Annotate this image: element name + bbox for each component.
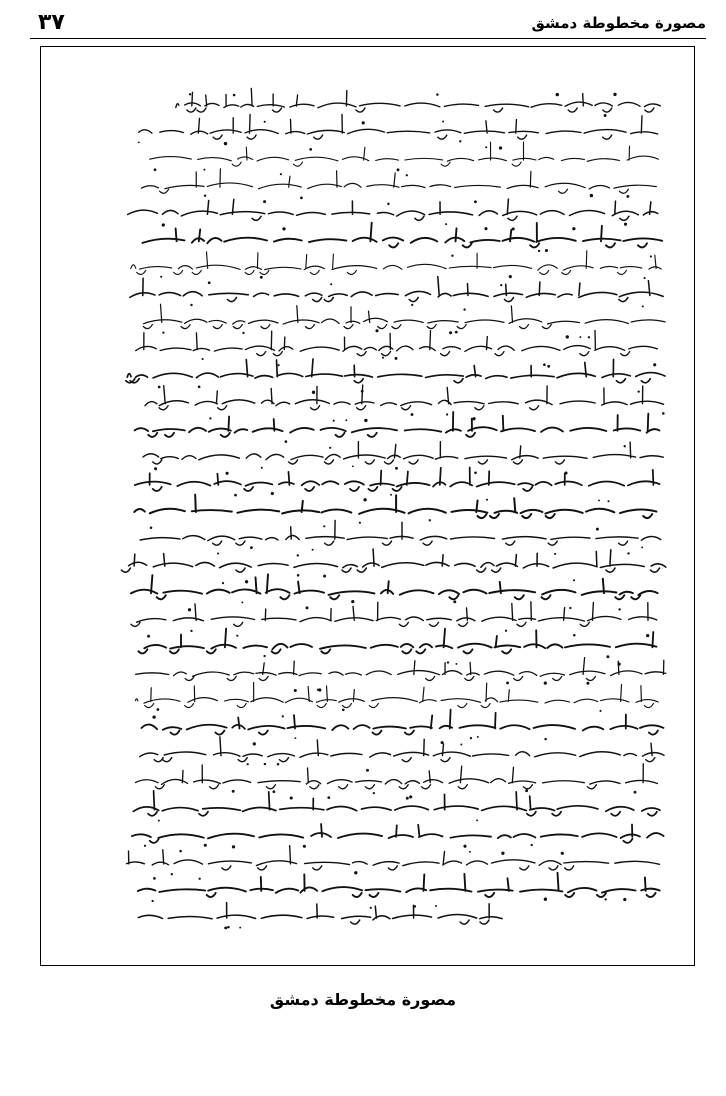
diacritic-dot	[590, 194, 593, 197]
diacritic-dot	[154, 467, 157, 470]
diacritic-dot	[373, 792, 375, 794]
manuscript-handwriting	[41, 47, 693, 964]
handwriting-stroke	[121, 549, 665, 572]
diacritic-dot	[397, 168, 400, 171]
diacritic-dot	[501, 852, 504, 855]
diacritic-dot	[460, 744, 462, 746]
diacritic-dot	[260, 276, 263, 279]
handwriting-stroke	[136, 331, 658, 356]
diacritic-dot	[638, 390, 640, 392]
diacritic-dot	[588, 336, 590, 338]
diacritic-dot	[435, 905, 437, 907]
diacritic-dot	[561, 852, 564, 855]
diacritic-dot	[455, 331, 458, 334]
handwriting-stroke	[140, 737, 664, 762]
diacritic-dot	[477, 736, 479, 738]
diacritic-dot	[605, 898, 607, 900]
handwriting-stroke	[136, 764, 658, 789]
diacritic-dot	[157, 708, 160, 711]
manuscript-line	[150, 142, 659, 171]
diacritic-dot	[190, 304, 192, 306]
diacritic-dot	[309, 148, 312, 151]
diacritic-dot	[449, 331, 452, 334]
diacritic-dot	[459, 140, 461, 142]
diacritic-dot	[618, 608, 620, 610]
diacritic-dot	[646, 634, 649, 637]
diacritic-dot	[198, 385, 201, 388]
diacritic-dot	[236, 635, 238, 637]
diacritic-dot	[294, 737, 296, 739]
diacritic-dot	[544, 898, 547, 901]
diacritic-dot	[312, 549, 314, 551]
diacritic-dot	[586, 682, 589, 685]
diacritic-dot	[333, 420, 335, 422]
handwriting-stroke	[131, 574, 658, 599]
handwriting-stroke	[134, 495, 656, 518]
diacritic-dot	[359, 522, 361, 524]
handwriting-stroke	[136, 658, 666, 681]
diacritic-dot	[345, 419, 347, 421]
manuscript-line	[145, 385, 665, 416]
diacritic-dot	[447, 661, 449, 663]
diacritic-dot	[245, 580, 248, 583]
manuscript-line	[136, 764, 658, 794]
diacritic-dot	[323, 525, 325, 527]
diacritic-dot	[362, 121, 365, 124]
diacritic-dot	[472, 417, 475, 420]
manuscript-line	[138, 114, 658, 145]
diacritic-dot	[531, 844, 533, 846]
manuscript-line	[136, 658, 666, 685]
diacritic-dot	[273, 790, 276, 793]
diacritic-dot	[282, 715, 284, 717]
diacritic-dot	[544, 738, 546, 740]
diacritic-dot	[351, 600, 354, 603]
diacritic-dot	[485, 146, 487, 148]
diacritic-dot	[242, 332, 244, 334]
diacritic-dot	[476, 819, 478, 821]
diacritic-dot	[624, 223, 627, 226]
diacritic-dot	[297, 554, 299, 556]
diacritic-dot	[606, 655, 609, 658]
diacritic-dot	[138, 142, 140, 144]
diacritic-dot	[318, 688, 321, 691]
diacritic-dot	[442, 121, 444, 123]
diacritic-dot	[455, 663, 457, 665]
diacritic-dot	[263, 200, 266, 203]
handwriting-stroke	[132, 824, 664, 843]
diacritic-dot	[294, 689, 297, 692]
handwriting-stroke	[135, 468, 660, 491]
diacritic-dot	[366, 769, 369, 772]
diacritic-dot	[565, 472, 568, 475]
diacritic-dot	[598, 499, 600, 501]
diacritic-dot	[208, 281, 211, 284]
manuscript-line	[138, 873, 660, 902]
page-number: ٣٧	[38, 10, 65, 35]
diacritic-dot	[152, 715, 155, 718]
running-header	[30, 10, 706, 40]
diacritic-dot	[202, 358, 204, 360]
manuscript-line	[134, 495, 656, 524]
diacritic-dot	[641, 546, 643, 548]
diacritic-dot	[158, 820, 160, 822]
diacritic-dot	[644, 277, 646, 279]
diacritic-dot	[241, 601, 243, 603]
manuscript-line	[176, 88, 661, 117]
handwriting-stroke	[138, 629, 656, 654]
handwriting-stroke	[128, 199, 658, 220]
handwriting-stroke	[135, 412, 660, 437]
handwriting-stroke	[150, 142, 659, 166]
diacritic-dot	[623, 898, 626, 901]
diacritic-dot	[162, 223, 165, 226]
diacritic-dot	[209, 417, 211, 419]
diacritic-dot	[634, 791, 637, 794]
diacritic-dot	[204, 844, 207, 847]
diacritic-dot	[151, 900, 153, 902]
diacritic-dot	[395, 357, 398, 360]
diacritic-dot	[226, 472, 229, 475]
manuscript-line	[140, 737, 664, 766]
diacritic-dot	[224, 142, 227, 145]
diacritic-dot	[395, 467, 398, 470]
handwriting-stroke	[138, 873, 660, 897]
diacritic-dot	[613, 93, 616, 96]
manuscript-line	[138, 629, 656, 659]
diacritic-dot	[375, 329, 378, 332]
diacritic-dot	[263, 655, 265, 657]
diacritic-dot	[538, 250, 540, 252]
handwriting-stroke	[143, 442, 663, 464]
handwriting-stroke	[141, 169, 656, 193]
handwriting-stroke	[136, 683, 659, 708]
diacritic-dot	[264, 121, 266, 123]
diacritic-dot	[144, 845, 146, 847]
diacritic-dot	[413, 905, 416, 908]
handwriting-stroke	[143, 223, 663, 248]
manuscript-plate	[40, 46, 695, 966]
diacritic-dot	[171, 873, 173, 875]
diacritic-dot	[599, 710, 601, 712]
diacritic-dot	[545, 249, 548, 252]
manuscript-line	[121, 549, 665, 578]
diacritic-dot	[234, 494, 237, 497]
diacritic-dot	[470, 737, 472, 739]
diacritic-dot	[233, 94, 236, 97]
handwriting-stroke	[145, 385, 664, 410]
diacritic-dot	[484, 227, 487, 230]
diacritic-dot	[203, 169, 205, 171]
handwriting-stroke	[131, 251, 661, 275]
diacritic-dot	[327, 796, 330, 799]
diacritic-dot	[469, 851, 471, 853]
diacritic-dot	[411, 304, 413, 306]
diacritic-dot	[543, 363, 546, 366]
diacritic-dot	[179, 850, 182, 853]
diacritic-dot	[436, 93, 438, 95]
diacritic-dot	[445, 223, 447, 225]
diacritic-dot	[604, 114, 607, 117]
handwriting-stroke	[127, 846, 660, 870]
diacritic-dot	[280, 173, 282, 175]
manuscript-line	[131, 602, 657, 632]
diacritic-dot	[160, 276, 162, 278]
diacritic-dot	[342, 708, 345, 711]
diacritic-dot	[509, 275, 512, 278]
diacritic-dot	[199, 878, 201, 880]
diacritic-dot	[222, 582, 224, 584]
manuscript-line	[130, 277, 663, 308]
diacritic-dot	[261, 467, 263, 469]
manuscript-line	[135, 468, 660, 497]
diacritic-dot	[463, 845, 466, 848]
handwriting-stroke	[140, 521, 661, 546]
diacritic-dot	[624, 445, 626, 447]
diacritic-dot	[232, 790, 235, 793]
diacritic-dot	[224, 926, 227, 929]
diacritic-dot	[451, 255, 453, 257]
manuscript-line	[136, 683, 659, 712]
diacritic-dot	[569, 607, 571, 609]
manuscript-line	[136, 331, 658, 360]
handwriting-stroke	[130, 277, 663, 302]
diacritic-dot	[387, 203, 389, 205]
diacritic-dot	[626, 195, 629, 198]
diacritic-dot	[596, 528, 599, 531]
manuscript-line	[131, 251, 661, 279]
diacritic-dot	[474, 472, 477, 475]
diacritic-dot	[446, 413, 448, 415]
diacritic-dot	[453, 600, 456, 603]
manuscript-line	[128, 199, 658, 226]
diacritic-dot	[607, 500, 609, 502]
diacritic-dot	[150, 526, 153, 529]
diacritic-dot	[329, 447, 331, 449]
manuscript-line	[133, 791, 660, 822]
diacritic-dot	[188, 608, 191, 611]
header-rule	[30, 38, 706, 39]
diacritic-dot	[382, 357, 384, 359]
handwriting-stroke	[143, 304, 665, 328]
manuscript-line	[143, 304, 665, 334]
diacritic-dot	[277, 763, 280, 766]
diacritic-dot	[409, 795, 412, 798]
diacritic-dot	[642, 305, 644, 307]
handwriting-stroke	[131, 602, 657, 627]
diacritic-dot	[190, 630, 192, 632]
diacritic-dot	[474, 200, 477, 203]
diacritic-dot	[406, 797, 409, 800]
handwriting-stroke	[126, 359, 665, 383]
diacritic-dot	[282, 227, 285, 230]
manuscript-line	[141, 169, 656, 199]
diacritic-dot	[297, 574, 300, 577]
diacritic-dot	[204, 194, 206, 196]
diacritic-dot	[573, 634, 576, 637]
diacritic-dot	[429, 519, 431, 521]
diacritic-dot	[499, 146, 502, 149]
diacritic-dot	[525, 789, 528, 792]
diacritic-dot	[370, 907, 372, 909]
diacritic-dot	[544, 681, 547, 684]
manuscript-line	[132, 824, 664, 849]
manuscript-line	[141, 710, 663, 741]
handwriting-stroke	[139, 114, 658, 139]
diacritic-dot	[566, 335, 569, 338]
diacritic-dot	[500, 284, 502, 286]
manuscript-line	[140, 521, 661, 551]
diacritic-dot	[441, 741, 444, 744]
diacritic-dot	[306, 606, 309, 609]
manuscript-line	[127, 846, 660, 876]
manuscript-line	[143, 442, 663, 471]
manuscript-line	[138, 903, 502, 930]
diacritic-dot	[253, 742, 256, 745]
diacritic-dot	[406, 174, 408, 176]
diacritic-dot	[627, 552, 629, 554]
diacritic-dot	[463, 308, 465, 310]
diacritic-dot	[573, 579, 575, 581]
handwriting-stroke	[141, 710, 663, 735]
diacritic-dot	[330, 283, 332, 285]
diacritic-dot	[303, 845, 306, 848]
diacritic-dot	[154, 168, 157, 171]
diacritic-dot	[547, 365, 550, 368]
diacritic-dot	[250, 546, 253, 549]
handwriting-stroke	[176, 88, 661, 112]
diacritic-dot	[411, 413, 414, 416]
diacritic-dot	[290, 796, 293, 799]
diacritic-dot	[556, 93, 559, 96]
diacritic-dot	[217, 552, 219, 554]
diacritic-dot	[354, 871, 357, 874]
diacritic-dot	[554, 553, 556, 555]
diacritic-dot	[153, 877, 156, 880]
diacritic-dot	[390, 494, 392, 496]
diacritic-dot	[312, 391, 315, 394]
diacritic-dot	[232, 845, 235, 848]
manuscript-line	[135, 412, 660, 443]
diacritic-dot	[162, 331, 164, 333]
diacritic-dot	[662, 412, 665, 415]
diacritic-dot	[618, 663, 621, 666]
diacritic-dot	[505, 630, 507, 632]
manuscript-line	[131, 574, 658, 603]
diacritic-dot	[512, 227, 515, 230]
diacritic-dot	[361, 390, 364, 393]
handwriting-stroke	[138, 903, 502, 924]
diacritic-dot	[363, 498, 366, 501]
diacritic-dot	[323, 575, 326, 578]
diacritic-dot	[352, 465, 354, 467]
manuscript-line	[126, 359, 665, 388]
header-title: مصورة مخطوطة دمشق	[531, 14, 706, 32]
diacritic-dot	[579, 336, 581, 338]
manuscript-line	[143, 223, 663, 252]
diacritic-dot	[247, 763, 249, 765]
diacritic-dot	[239, 927, 241, 929]
diacritic-dot	[486, 499, 488, 501]
diacritic-dot	[264, 763, 266, 765]
diacritic-dot	[572, 227, 575, 230]
diacritic-dot	[653, 363, 656, 366]
handwriting-stroke	[133, 791, 660, 816]
diacritic-dot	[300, 197, 303, 200]
diacritic-dot	[506, 681, 509, 684]
diacritic-dot	[285, 440, 288, 443]
diacritic-dot	[650, 255, 652, 257]
diacritic-dot	[364, 419, 367, 422]
diacritic-dot	[147, 635, 150, 638]
diacritic-dot	[271, 492, 274, 495]
diacritic-dot	[227, 926, 230, 929]
diacritic-dot	[189, 93, 191, 95]
diacritic-dot	[278, 364, 280, 366]
diacritic-dot	[158, 386, 161, 389]
figure-caption: مصورة مخطوطة دمشق	[269, 990, 457, 1009]
